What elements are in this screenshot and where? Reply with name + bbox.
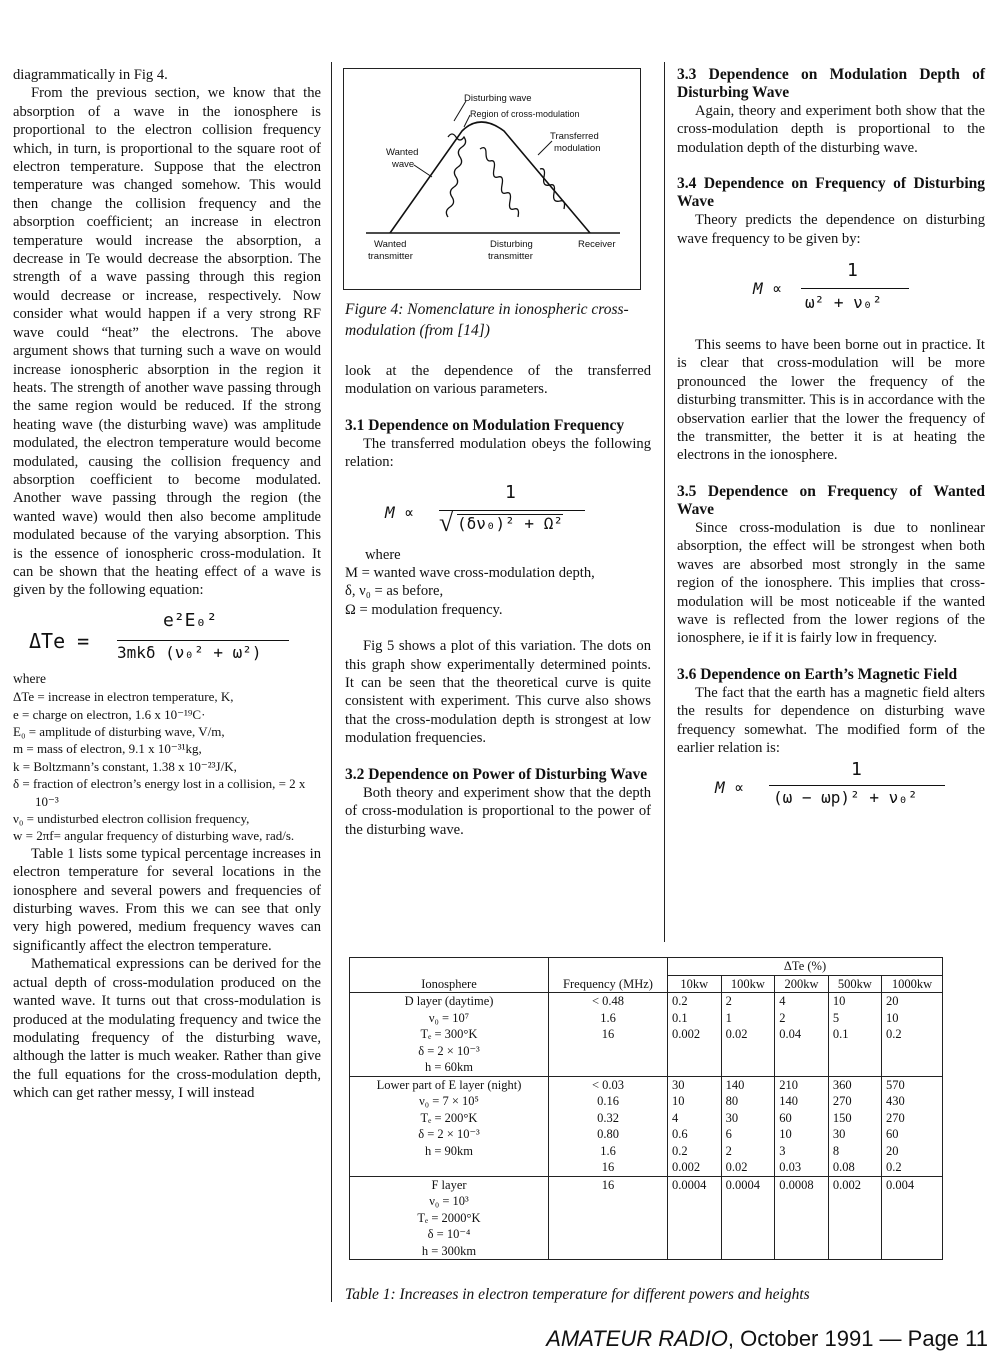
fraction-bar: [801, 288, 909, 289]
layer-param: δ = 2 × 10⁻³: [418, 1127, 480, 1141]
column-header-power: 500kw: [828, 975, 881, 993]
definition-item: ΔTe = increase in electron temperature, K,: [13, 689, 234, 705]
layer-param: Tₑ = 300°K: [420, 1027, 478, 1041]
section-heading-3-4: 3.4 Dependence on Frequency of Disturbing Wave: [677, 175, 985, 211]
table-cell-value: 570 430 270 60 20 0.2: [882, 1076, 943, 1176]
frequency-value: < 0.48: [591, 994, 625, 1008]
section-heading-3-2: 3.2 Dependence on Power of Disturbing Wave: [345, 765, 648, 783]
label-receiver: Receiver: [578, 239, 616, 250]
paragraph: The fact that the earth has a magnetic field alters the results for dependence on disturbing wave frequency somewhat. The modified form of the earlier relation is:: [677, 684, 985, 756]
layer-name: Lower part of E layer (night): [376, 1077, 522, 1092]
column-1: [13, 66, 321, 1103]
definition-item: ν₀ = undisturbed electron collision frequency,: [13, 811, 250, 827]
paragraph: From the previous section, we know that the absorption of a wave in the ionosphere is proportional to the electron collision frequency which, in turn, is proportional to the square root of electron temperature. Suppose that the electron temperature was changed somehow. This would then change the collision frequency and the absorption coefficient; an increase in electron temperature would increase the absorption, a decrease in Te would decrease the absorption. The strength of a wave passing through this region would decrease or increase, respectively. Now consider what would happen if a very strong RF wave could “heat” the electrons. The above argument shows that turning such a wave on would increase ionospheric absorption in the region it heats. The strength of another wave passing through the same region would be reduced. If the strong heating wave (the disturbing wave) was amplitude modulated, the electron temperature would become modulated, causing the collision frequency and absorption coefficient to become modulated. Another wave passing through the region (the wanted wave) would then also become amplitude modulated because of the varying absorption. This is the essence of ionospheric cross-modulation. It can be shown that the heating effect of a wave is given by the following equation:: [13, 85, 321, 599]
layer-param: δ = 2 × 10⁻³: [418, 1043, 480, 1058]
layer-name: D layer (daytime): [404, 994, 494, 1008]
column-header-delta-te: ΔTe (%): [668, 958, 943, 976]
table-cell-value: 140 80 30 6 2 0.02: [721, 1076, 775, 1176]
table-cell-value: 4 2 0.04: [775, 993, 829, 1077]
label-disturbing-transmitter: Disturbing: [490, 239, 533, 250]
frequency-value: 16: [601, 1160, 615, 1174]
paragraph: This seems to have been borne out in practice. It is clear that cross-modulation will be more pronounced the lower the frequency of the disturbing transmitter. This is in accordance with the observation earlier that the lower the frequency of the transmitter, the better it is at heating the electrons in the ionosphere.: [677, 337, 985, 464]
frequency-value: 0.80: [597, 1127, 619, 1141]
layer-param: δ = 10⁻⁴: [427, 1227, 471, 1241]
paragraph: Again, theory and experiment both show that the cross-modulation depth is proportional to the modulation depth of the disturbing wave.: [677, 103, 985, 156]
label-wanted: Wanted: [386, 147, 419, 158]
layer-param: ν₀ = 10³: [429, 1194, 469, 1208]
column-header-frequency: Frequency (MHz): [549, 958, 668, 993]
frequency-value: 1.6: [600, 1143, 616, 1158]
paragraph: Fig 5 shows a plot of this variation. The dots on this graph show experimentally determined points. It can be seen that the theoretical curve is quite consistent with experiment. This curve also shows that the cross-modulation depth is strongest at low modulation frequencies.: [345, 638, 651, 747]
table-cell-frequency: [549, 1176, 668, 1260]
table-header-row: [350, 958, 943, 976]
equation-numerator: 1: [847, 260, 858, 282]
paragraph: Table 1 lists some typical percentage increases in electron temperature for several locations in the ionosphere and several powers and frequencies of disturbing waves. From this we can see that only very high powered, medium frequency waves can significantly affect the electron temperature.: [13, 845, 321, 954]
definition-item: Ω = modulation frequency.: [345, 601, 503, 618]
layer-param: h = 90km: [424, 1143, 474, 1158]
definition-item: M = wanted wave cross-modulation depth,: [345, 565, 595, 582]
column-header-power: 200kw: [775, 975, 829, 993]
table-1-caption: Table 1: Increases in electron temperature for different powers and heights: [345, 1286, 810, 1303]
column-header-power: 1000kw: [882, 975, 943, 993]
paragraph: Since cross-modulation is due to nonlinear absorption, the effect will be strongest when both waves are absorbed most strongly in the same region of the ionosphere. This implies that cross-modulation will be most noticeable if the wanted wave is reflected from the lower regions of the ionosphere, ie if it is fairly low in frequency.: [677, 519, 985, 647]
where-label: where: [365, 546, 401, 563]
table-cell-value: 360 270 150 30 8 0.08: [828, 1076, 881, 1176]
table-cell-value: 0.004: [882, 1176, 943, 1260]
definition-item: w = 2πf= angular frequency of disturbing wave, rad/s.: [13, 828, 295, 844]
definition-item: δ = fraction of electron’s energy lost in a collision, = 2 x 10⁻³: [13, 776, 306, 809]
table-cell-value: 30 10 4 0.6 0.2 0.002: [668, 1076, 722, 1176]
equation-numerator: 1: [505, 481, 516, 503]
column-header-power: 100kw: [721, 975, 775, 993]
label-wanted-transmitter: Wanted: [374, 239, 407, 250]
table-1: [349, 957, 943, 1260]
figure-4: [343, 68, 641, 290]
equation-lhs: M ∝: [385, 502, 414, 522]
label-wave: wave: [392, 159, 415, 170]
section-heading-3-3: 3.3 Dependence on Modulation Depth of Disturbing Wave: [677, 66, 985, 101]
table-cell-value: 20 10 0.2: [882, 993, 943, 1077]
definition-item: E₀ = amplitude of disturbing wave, V/m,: [13, 724, 225, 739]
table-cell-value: 0.002: [828, 1176, 881, 1260]
frequency-value: 0.32: [597, 1110, 619, 1125]
figure-4-caption: Figure 4: Nomenclature in ionospheric cross-modulation (from [14]): [345, 301, 629, 339]
column-rule-right: [664, 62, 665, 942]
frequency-value: 16: [601, 1027, 615, 1041]
table-cell-value: 0.0004: [721, 1176, 775, 1260]
layer-param: Tₑ = 2000°K: [417, 1210, 481, 1225]
definition-item: e = charge on electron, 1.6 x 10⁻¹⁹C·: [13, 706, 206, 722]
table-row-f-layer: [350, 1176, 943, 1260]
column-rule-left: [331, 62, 332, 1302]
paragraph: look at the dependence of the transferred modulation on various parameters.: [345, 363, 651, 398]
equation-electron-temperature: [13, 609, 321, 668]
definition-item: k = Boltzmann’s constant, 1.38 x 10⁻²³J/K,: [13, 758, 237, 774]
label-region: Region of cross-modulation: [470, 109, 580, 119]
column-2: [345, 362, 651, 839]
table-cell-value: 2 1 0.02: [721, 993, 775, 1077]
label-disturbing-transmitter-2: transmitter: [488, 251, 533, 262]
equation-numerator: 1: [851, 759, 862, 781]
sqrt-sign: √: [439, 507, 454, 537]
paragraph: Theory predicts the dependence on disturbing wave frequency to be given by:: [677, 212, 985, 247]
table-cell-value: 210 140 60 10 3 0.03: [775, 1076, 829, 1176]
table-cell-value: 0.2 0.1 0.002: [668, 993, 722, 1077]
frequency-value: 1.6: [600, 1010, 616, 1025]
table-cell-value: 0.0004: [668, 1176, 722, 1260]
table-1-wrapper: [349, 957, 943, 1260]
section-heading-3-6: 3.6 Dependence on Earth’s Magnetic Field: [677, 665, 958, 683]
table-row-d-layer: [350, 993, 943, 1077]
table-cell-value: 0.0008: [775, 1176, 829, 1260]
equation-modulation-frequency: [345, 482, 651, 546]
column-header-ionosphere: Ionosphere: [350, 958, 549, 993]
magazine-name: AMATEUR RADIO: [546, 1326, 728, 1351]
equation-lhs: ΔTe =: [29, 628, 90, 653]
equation-denominator: 3mkδ (ν₀² + ω²): [117, 642, 262, 662]
paragraph: diagrammatically in Fig 4.: [13, 67, 168, 83]
fraction-bar: [117, 640, 289, 641]
column-3: [677, 66, 985, 813]
label-transferred: Transferred: [550, 131, 599, 142]
section-heading-3-1: 3.1 Dependence on Modulation Frequency: [345, 416, 625, 434]
label-modulation: modulation: [554, 143, 601, 154]
equation-denominator: (δν₀)² + Ω²: [457, 513, 563, 533]
paragraph: Mathematical expressions can be derived for the actual depth of cross-modulation produced on the wanted wave. It turns out that cross-modulation is produced at the modulating frequency and twice the modulating frequency of the disturbing wave, although the latter is much weaker. Rather than give the full equations for the cross-modulation depth, which can get rather messy, I will instead: [13, 956, 321, 1102]
layer-param: ν₀ = 10⁷: [428, 1010, 470, 1025]
frequency-value: 0.16: [597, 1094, 619, 1108]
definition-item: m = mass of electron, 9.1 x 10⁻³¹kg,: [13, 741, 202, 757]
table-cell-frequency: [549, 993, 668, 1077]
equation-lhs: M ∝: [715, 778, 744, 798]
layer-param: ν₀ = 7 × 10⁵: [419, 1094, 479, 1108]
equation-disturbing-frequency: [677, 262, 985, 328]
fraction-bar: [439, 510, 585, 511]
fraction-bar: [769, 785, 945, 786]
layer-param: Tₑ = 200°K: [420, 1110, 478, 1125]
equation-denominator: ω² + ν₀²: [805, 293, 883, 313]
table-row-e-layer: [350, 1076, 943, 1176]
table-cell-ionosphere: [350, 1076, 549, 1176]
definition-item: δ, ν₀ = as before,: [345, 583, 444, 600]
where-label: where: [13, 670, 46, 686]
definition-list: [345, 564, 651, 619]
layer-param: h = 60km: [424, 1060, 474, 1074]
frequency-value: < 0.03: [591, 1077, 625, 1092]
equation-magnetic-field: [677, 759, 985, 813]
issue-and-page: , October 1991 — Page 11: [727, 1326, 988, 1351]
equation-numerator: e²E₀²: [163, 609, 218, 631]
table-cell-value: 10 5 0.1: [828, 993, 881, 1077]
paragraph: The transferred modulation obeys the following relation:: [345, 435, 651, 471]
section-heading-3-5: 3.5 Dependence on Frequency of Wanted Wave: [677, 482, 985, 518]
table-cell-ionosphere: [350, 1176, 549, 1260]
table-cell-frequency: [549, 1076, 668, 1176]
label-disturbing-wave: Disturbing wave: [464, 93, 532, 104]
page-footer: [546, 1326, 988, 1352]
frequency-value: 16: [601, 1177, 615, 1192]
label-wanted-transmitter-2: transmitter: [368, 251, 413, 262]
equation-denominator: (ω − ωp)² + ν₀²: [773, 788, 918, 808]
layer-name: F layer: [431, 1177, 467, 1192]
table-cell-ionosphere: [350, 993, 549, 1077]
paragraph: Both theory and experiment show that the depth of cross-modulation is proportional to the power of the disturbing wave.: [345, 784, 651, 838]
equation-lhs: M ∝: [753, 279, 782, 299]
column-header-power: 10kw: [668, 975, 722, 993]
definition-list: [13, 688, 321, 845]
layer-param: h = 300km: [421, 1243, 477, 1258]
